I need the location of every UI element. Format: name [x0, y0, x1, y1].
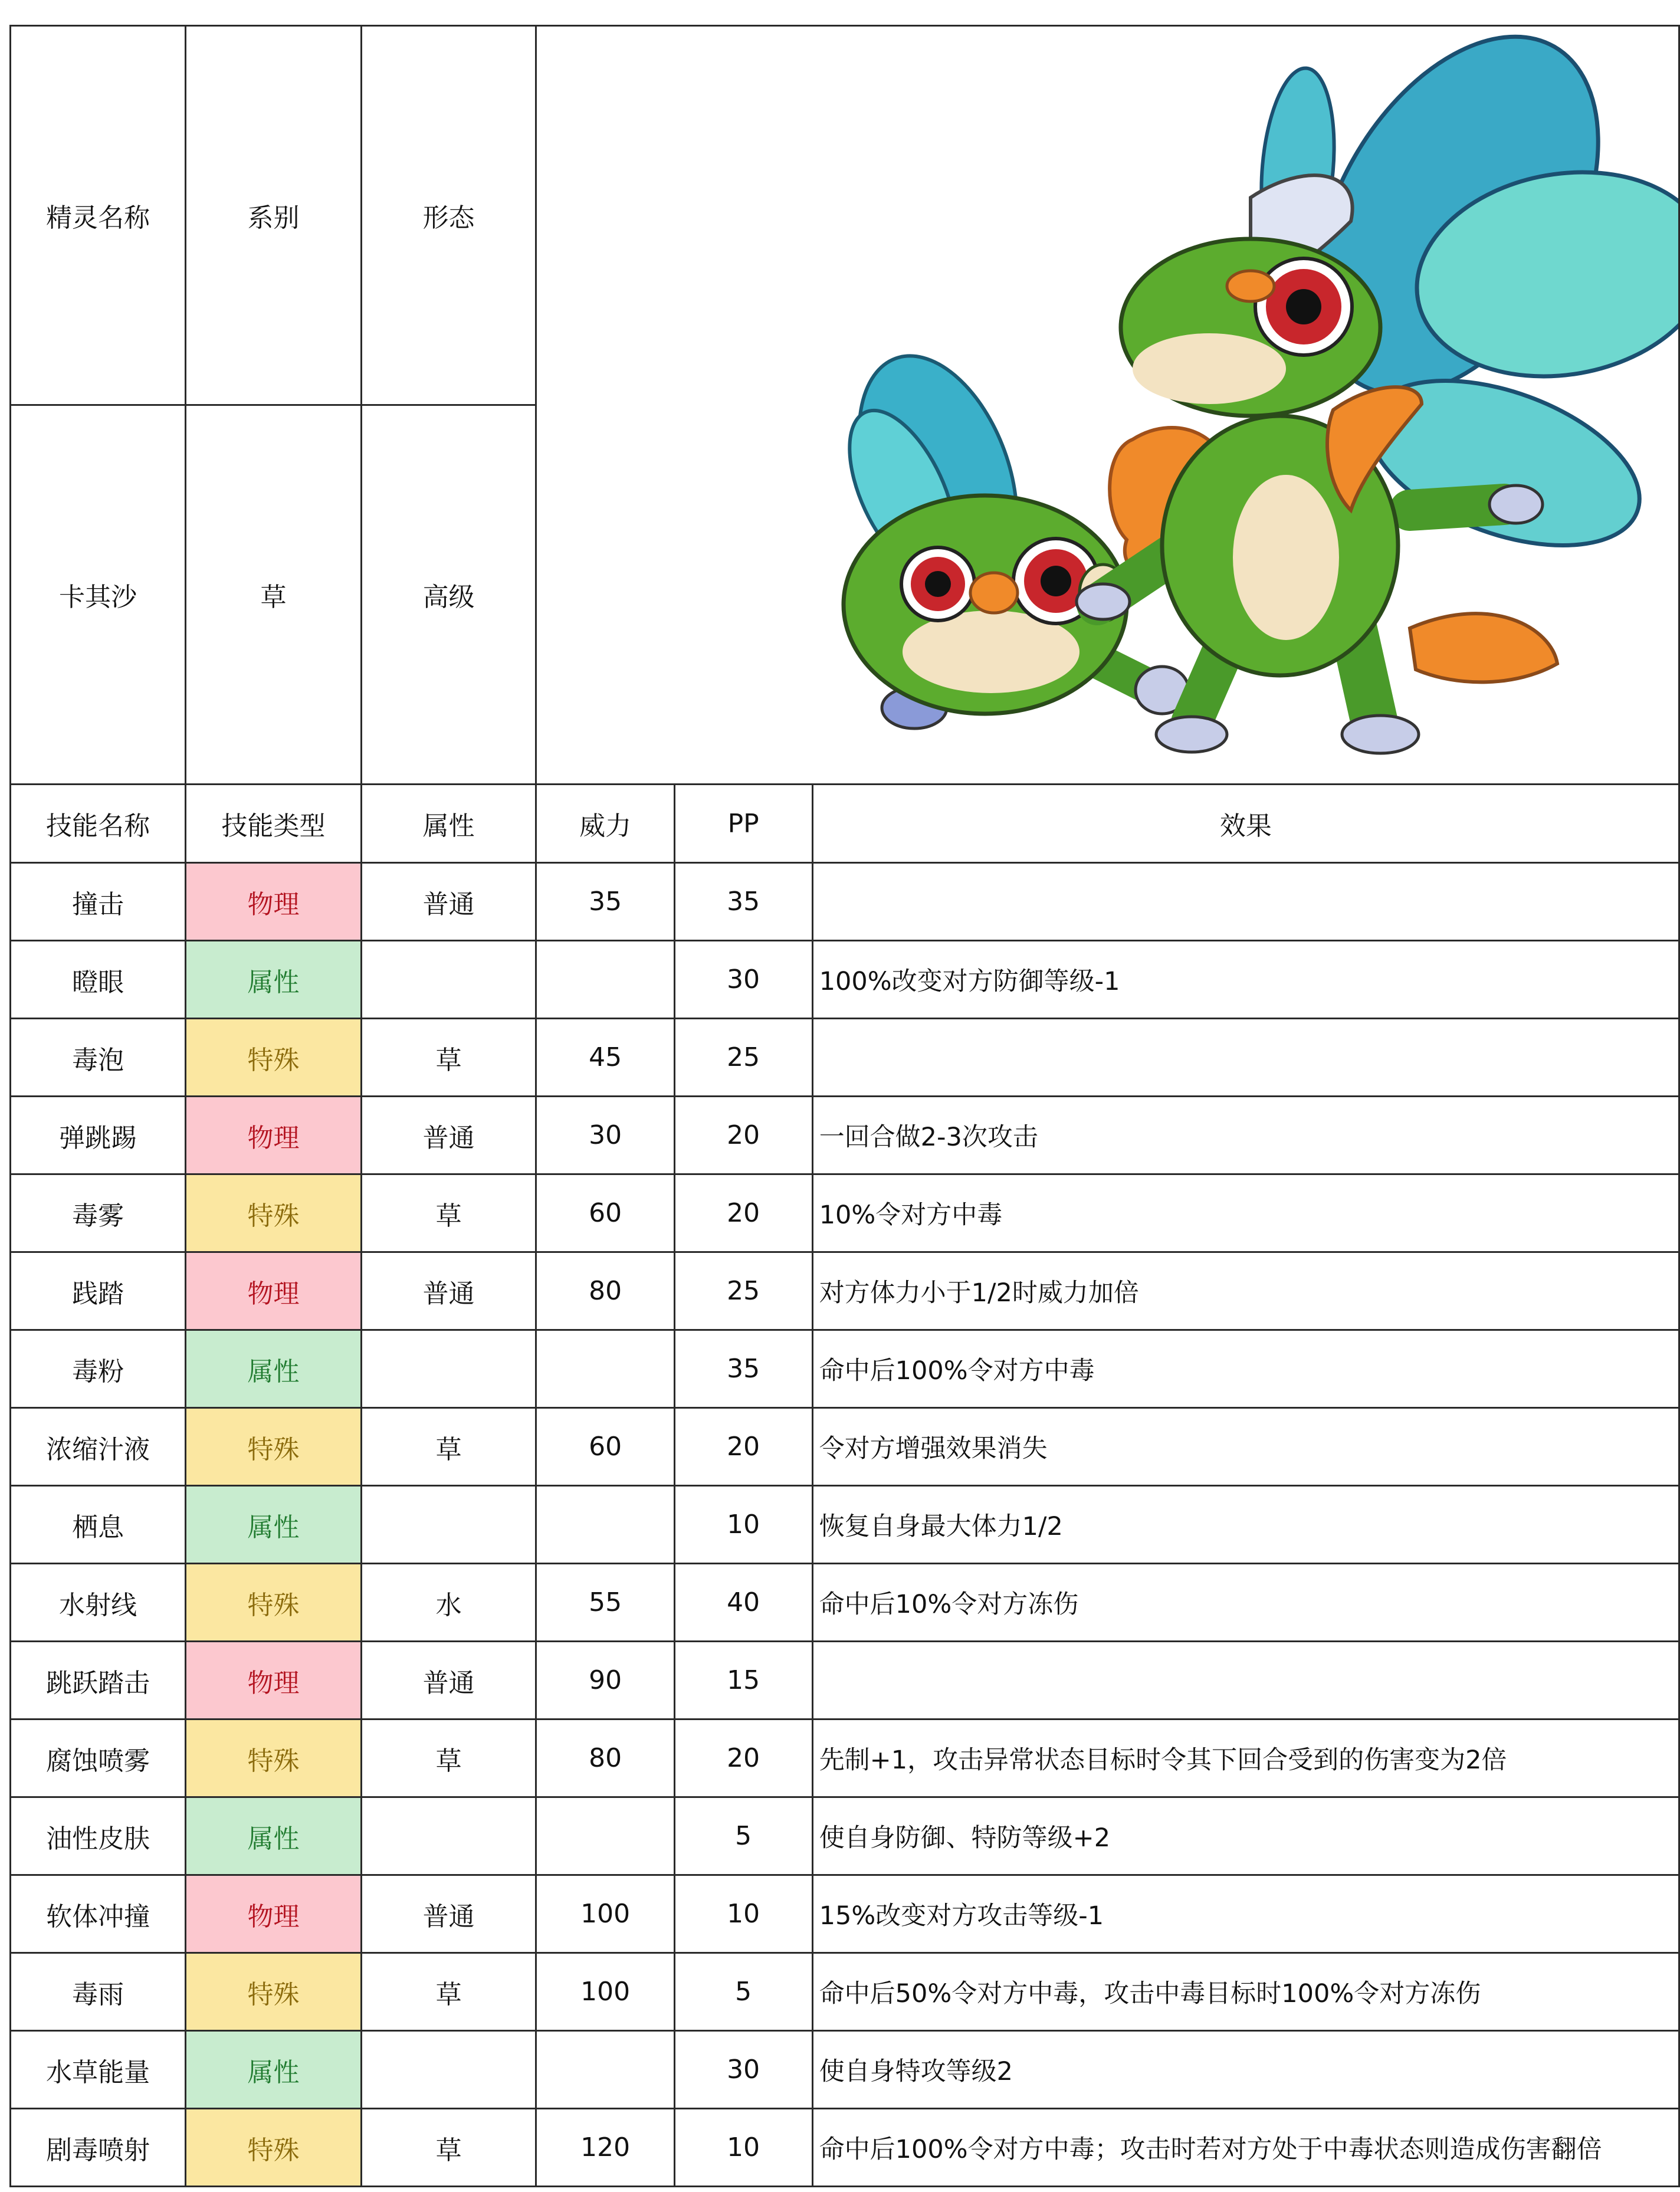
skill-pp: 20 [674, 1408, 812, 1486]
skill-type: 特殊 [186, 2109, 361, 2187]
table-row [11, 1642, 1679, 1720]
table-row [11, 1486, 1679, 1564]
skill-pp: 25 [674, 1019, 812, 1097]
skill-name: 毒粉 [11, 1330, 186, 1408]
table-row [11, 2109, 1679, 2187]
creature-name: 卡其沙 [11, 405, 186, 785]
skill-attribute [361, 2031, 536, 2109]
skill-power: 120 [536, 2109, 674, 2187]
skill-name: 剧毒喷射 [11, 2109, 186, 2187]
skill-type: 物理 [186, 1642, 361, 1720]
skill-effect: 令对方增强效果消失 [812, 1408, 1679, 1486]
skill-power [536, 941, 674, 1019]
skill-effect: 15%改变对方攻击等级-1 [812, 1875, 1679, 1953]
skill-name: 撞击 [11, 863, 186, 941]
name-label: 精灵名称 [11, 26, 186, 405]
skill-effect: 命中后10%令对方冻伤 [812, 1564, 1679, 1642]
skill-effect: 恢复自身最大体力1/2 [812, 1486, 1679, 1564]
skill-pp: 20 [674, 1720, 812, 1797]
skill-pp: 35 [674, 1330, 812, 1408]
skill-type: 特殊 [186, 1953, 361, 2031]
skill-name: 毒雾 [11, 1174, 186, 1252]
skill-type: 特殊 [186, 1019, 361, 1097]
skill-effect: 一回合做2-3次攻击 [812, 1097, 1679, 1174]
table-row [11, 1174, 1679, 1252]
header-skill-name: 技能名称 [11, 785, 186, 863]
skill-pp: 10 [674, 1875, 812, 1953]
skill-attribute: 草 [361, 1953, 536, 2031]
skill-type: 物理 [186, 863, 361, 941]
skill-type: 物理 [186, 1097, 361, 1174]
table-row [11, 941, 1679, 1019]
skill-pp: 20 [674, 1174, 812, 1252]
skill-pp: 5 [674, 1797, 812, 1875]
skill-name: 践踏 [11, 1252, 186, 1330]
skill-power: 80 [536, 1720, 674, 1797]
creature-type: 草 [186, 405, 361, 785]
skill-power: 35 [536, 863, 674, 941]
skill-pp: 25 [674, 1252, 812, 1330]
skill-attribute: 普通 [361, 1252, 536, 1330]
skill-attribute: 草 [361, 1408, 536, 1486]
table-row [11, 1097, 1679, 1174]
skill-name: 油性皮肤 [11, 1797, 186, 1875]
skill-attribute: 普通 [361, 1097, 536, 1174]
table-row [11, 1252, 1679, 1330]
skill-attribute: 水 [361, 1564, 536, 1642]
skill-attribute: 普通 [361, 1875, 536, 1953]
table-row [11, 1564, 1679, 1642]
skill-effect: 10%令对方中毒 [812, 1174, 1679, 1252]
skill-name: 毒雨 [11, 1953, 186, 2031]
type-label: 系别 [186, 26, 361, 405]
skill-power: 45 [536, 1019, 674, 1097]
skill-type: 属性 [186, 1330, 361, 1408]
skill-name: 浓缩汁液 [11, 1408, 186, 1486]
skill-type: 属性 [186, 941, 361, 1019]
skill-name: 弹跳踢 [11, 1097, 186, 1174]
skill-power [536, 1797, 674, 1875]
skill-pp: 40 [674, 1564, 812, 1642]
skill-pp: 5 [674, 1953, 812, 2031]
skill-effect: 使自身特攻等级2 [812, 2031, 1679, 2109]
skill-name: 水射线 [11, 1564, 186, 1642]
skill-attribute: 草 [361, 1019, 536, 1097]
skill-type: 物理 [186, 1875, 361, 1953]
skill-name: 腐蚀喷雾 [11, 1720, 186, 1797]
skill-name: 栖息 [11, 1486, 186, 1564]
table-row [11, 1019, 1679, 1097]
skill-attribute: 草 [361, 1720, 536, 1797]
skill-effect: 使自身防御、特防等级+2 [812, 1797, 1679, 1875]
large-form-creature [1077, 27, 1679, 753]
skill-type: 特殊 [186, 1174, 361, 1252]
table-row [11, 1875, 1679, 1953]
header-skill-type: 技能类型 [186, 785, 361, 863]
skill-power: 80 [536, 1252, 674, 1330]
skill-name: 跳跃踏击 [11, 1642, 186, 1720]
skill-power: 100 [536, 1875, 674, 1953]
skill-table [9, 25, 1680, 2187]
table-row [11, 1330, 1679, 1408]
creature-form: 高级 [361, 405, 536, 785]
table-row [11, 1953, 1679, 2031]
table-row [11, 1720, 1679, 1797]
skill-pp: 10 [674, 2109, 812, 2187]
skill-name: 瞪眼 [11, 941, 186, 1019]
creature-artwork [536, 26, 1679, 785]
skill-pp: 10 [674, 1486, 812, 1564]
header-power: 威力 [536, 785, 674, 863]
skill-name: 毒泡 [11, 1019, 186, 1097]
skill-attribute [361, 941, 536, 1019]
skill-pp: 30 [674, 941, 812, 1019]
skill-type: 属性 [186, 1486, 361, 1564]
table-row [11, 2031, 1679, 2109]
skill-effect [812, 1642, 1679, 1720]
skill-effect: 命中后100%令对方中毒 [812, 1330, 1679, 1408]
skill-power: 60 [536, 1408, 674, 1486]
header-attribute: 属性 [361, 785, 536, 863]
skill-attribute [361, 1486, 536, 1564]
skill-type: 特殊 [186, 1408, 361, 1486]
skill-pp: 20 [674, 1097, 812, 1174]
skill-power [536, 1330, 674, 1408]
skill-power: 60 [536, 1174, 674, 1252]
skill-pp: 35 [674, 863, 812, 941]
skill-effect: 先制+1，攻击异常状态目标时令其下回合受到的伤害变为2倍 [812, 1720, 1679, 1797]
skill-type: 属性 [186, 1797, 361, 1875]
skill-power: 100 [536, 1953, 674, 2031]
skill-effect [812, 863, 1679, 941]
skill-power: 90 [536, 1642, 674, 1720]
skill-type: 属性 [186, 2031, 361, 2109]
table-row [11, 1408, 1679, 1486]
form-label: 形态 [361, 26, 536, 405]
skill-attribute [361, 1330, 536, 1408]
skill-type: 特殊 [186, 1564, 361, 1642]
table-row [11, 863, 1679, 941]
skill-attribute: 普通 [361, 1642, 536, 1720]
header-pp: PP [674, 785, 812, 863]
skill-power: 55 [536, 1564, 674, 1642]
skill-effect: 命中后50%令对方中毒，攻击中毒目标时100%令对方冻伤 [812, 1953, 1679, 2031]
skill-effect: 命中后100%令对方中毒；攻击时若对方处于中毒状态则造成伤害翻倍 [812, 2109, 1679, 2187]
skill-name: 水草能量 [11, 2031, 186, 2109]
skill-rows [11, 863, 1679, 2187]
skill-name: 软体冲撞 [11, 1875, 186, 1953]
skill-power [536, 1486, 674, 1564]
skill-effect: 对方体力小于1/2时威力加倍 [812, 1252, 1679, 1330]
skill-power: 30 [536, 1097, 674, 1174]
skill-attribute: 草 [361, 2109, 536, 2187]
skill-type: 物理 [186, 1252, 361, 1330]
skill-effect: 100%改变对方防御等级-1 [812, 941, 1679, 1019]
skill-attribute: 普通 [361, 863, 536, 941]
skill-pp: 15 [674, 1642, 812, 1720]
skill-pp: 30 [674, 2031, 812, 2109]
skill-attribute [361, 1797, 536, 1875]
skill-power [536, 2031, 674, 2109]
table-row [11, 1797, 1679, 1875]
skill-attribute: 草 [361, 1174, 536, 1252]
header-effect: 效果 [812, 785, 1679, 863]
skill-effect [812, 1019, 1679, 1097]
creature-illustrations [537, 27, 1679, 783]
skill-type: 特殊 [186, 1720, 361, 1797]
